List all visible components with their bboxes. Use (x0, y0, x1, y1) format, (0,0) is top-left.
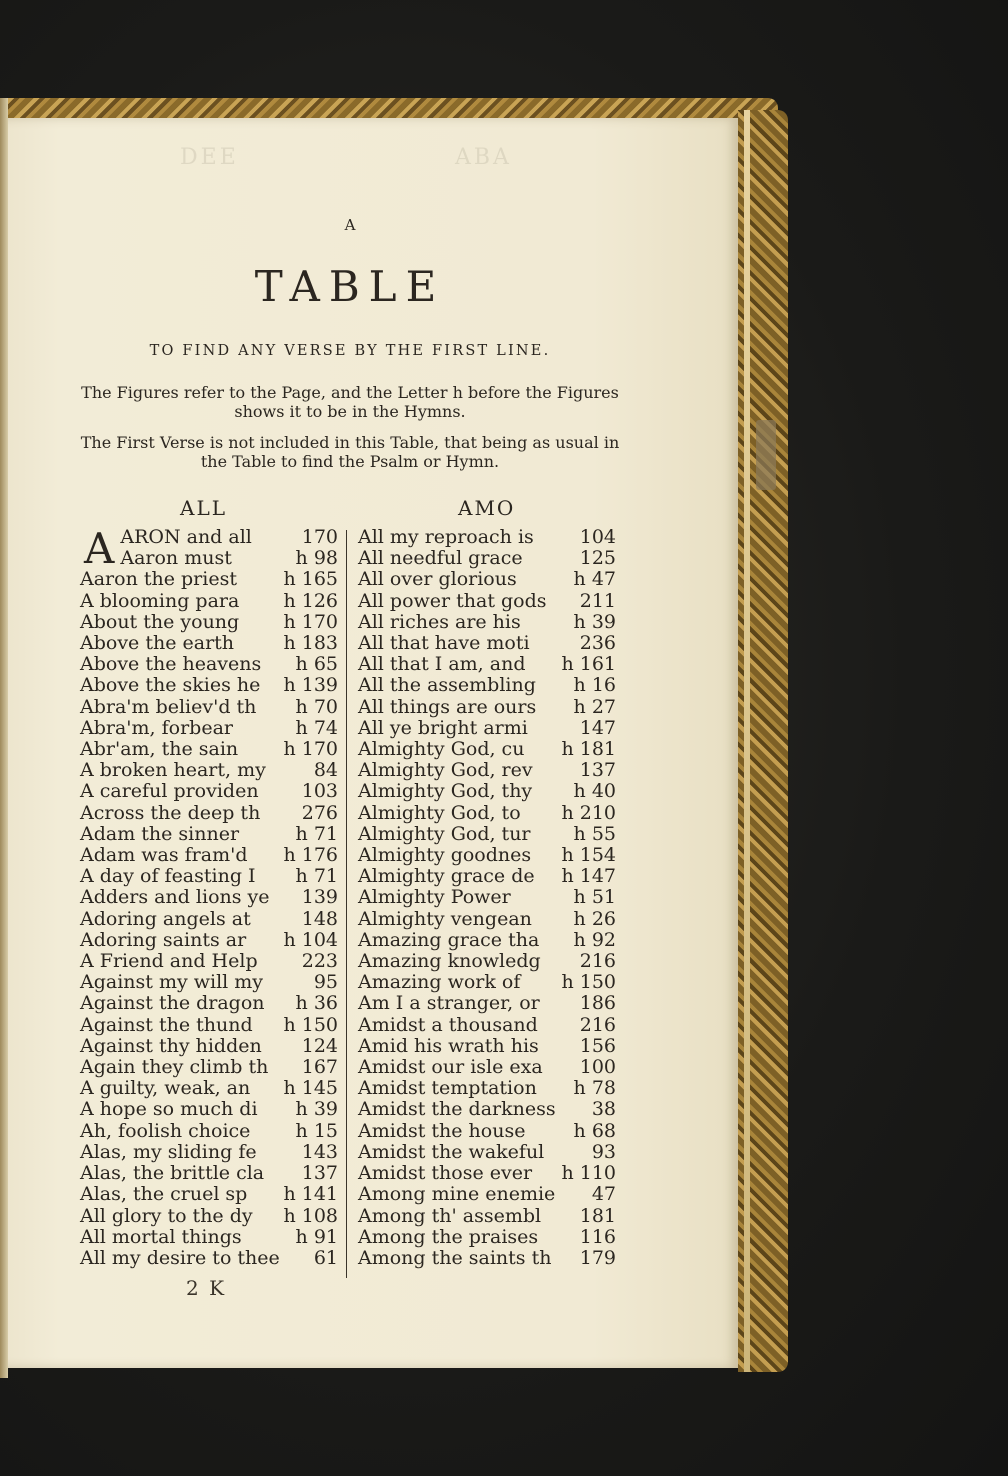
first-line-text: All my reproach is (358, 526, 534, 548)
first-line-text: Almighty goodnes (358, 844, 532, 867)
list-item (358, 951, 616, 972)
list-item (358, 781, 616, 802)
first-line-text: Amidst our isle exa (358, 1056, 543, 1079)
list-item (358, 1036, 616, 1057)
list-item (80, 1121, 338, 1142)
list-item (120, 527, 338, 548)
page-reference: h 154 (561, 844, 616, 867)
page-reference: h 16 (573, 674, 616, 697)
list-item (80, 824, 338, 845)
list-item (358, 1227, 616, 1248)
first-line-text: Almighty God, to (358, 801, 521, 824)
page-reference: h 39 (295, 1098, 338, 1121)
page-reference: h 26 (573, 907, 616, 930)
list-item (80, 887, 338, 908)
page-reference: h 27 (573, 695, 616, 718)
list-item (358, 760, 616, 781)
left-index-column (80, 527, 338, 1269)
page-reference: h 183 (283, 632, 338, 655)
first-line-text: Alas, the brittle cla (80, 1162, 265, 1185)
page-reference: h 47 (573, 568, 616, 591)
list-item (80, 654, 338, 675)
bleed-through-header-right: ABA (455, 145, 512, 170)
page-reference: h 108 (283, 1204, 338, 1227)
list-item (80, 1163, 338, 1184)
page-reference: h 161 (561, 653, 616, 676)
page-reference: h 74 (295, 716, 338, 739)
first-line-text: Across the deep th (80, 801, 261, 824)
list-item (80, 993, 338, 1014)
list-item (80, 739, 338, 760)
page-reference: h 39 (573, 610, 616, 633)
first-line-text: Abr'am, the sain (80, 738, 239, 761)
list-item (80, 1099, 338, 1120)
list-item (80, 718, 338, 739)
first-line-text: Alas, my sliding fe (80, 1140, 257, 1163)
first-line-text: Almighty God, rev (358, 759, 533, 782)
page-reference: h 98 (295, 547, 338, 570)
page-reference: 124 (301, 1034, 338, 1057)
first-line-text: All mortal things (80, 1225, 242, 1248)
list-item (358, 866, 616, 887)
page-reference: 125 (579, 547, 616, 570)
first-line-text: Again they climb th (80, 1056, 269, 1079)
page-reference: 236 (579, 632, 616, 655)
list-item (358, 824, 616, 845)
page-reference: 148 (301, 907, 338, 930)
page-reference: 137 (579, 759, 616, 782)
first-line-text: Almighty God, cu (358, 738, 525, 761)
right-index-column (358, 527, 616, 1269)
page-reference: h 71 (295, 865, 338, 888)
first-line-text: Amidst a thousand (358, 1013, 538, 1036)
list-item (358, 591, 616, 612)
list-item (80, 951, 338, 972)
page-reference: h 110 (561, 1162, 616, 1185)
first-line-text: Amidst temptation (358, 1077, 537, 1100)
first-line-text: Alas, the cruel sp (80, 1183, 248, 1206)
page-reference: 143 (301, 1140, 338, 1163)
first-line-text: Among th' assembl (358, 1204, 542, 1227)
page-reference: h 70 (295, 695, 338, 718)
page-reference: 47 (591, 1183, 616, 1206)
list-item (80, 1227, 338, 1248)
first-line-text: All ye bright armi (358, 716, 528, 739)
list-item (358, 1248, 616, 1269)
list-item (358, 612, 616, 633)
first-line-text: Adoring saints ar (80, 928, 247, 951)
first-line-text: Almighty grace de (358, 865, 535, 888)
first-line-text: A broken heart, my (80, 759, 266, 782)
first-line-text: Against my will my (80, 971, 264, 994)
first-line-text: All things are ours (358, 695, 537, 718)
list-item (80, 697, 338, 718)
first-line-text: Against thy hidden (80, 1034, 262, 1057)
list-item (358, 1184, 616, 1205)
list-item (358, 972, 616, 993)
list-item (80, 1036, 338, 1057)
page-reference: 170 (301, 527, 338, 548)
list-item (358, 1206, 616, 1227)
first-line-text: Amazing work of (358, 971, 521, 994)
list-item (80, 569, 338, 590)
page-reference: h 176 (283, 844, 338, 867)
first-line-text: All that have moti (358, 632, 530, 655)
page-reference: h 150 (561, 971, 616, 994)
first-line-text: All needful grace (358, 547, 523, 570)
first-line-text: A day of feasting I (80, 865, 256, 888)
page-reference: 137 (301, 1162, 338, 1185)
list-item (80, 909, 338, 930)
list-item (80, 1057, 338, 1078)
list-item (80, 972, 338, 993)
right-column-heading: AMO (458, 496, 516, 520)
page-reference: 93 (591, 1140, 616, 1163)
first-line-text: Among the saints th (358, 1246, 552, 1269)
first-line-text: Against the thund (80, 1013, 253, 1036)
list-item (358, 993, 616, 1014)
first-line-text: Almighty God, tur (358, 822, 531, 845)
first-line-text: Amidst the wakeful (358, 1140, 545, 1163)
list-item (358, 909, 616, 930)
first-line-text: Amidst the house (358, 1119, 526, 1142)
page-reference: h 126 (283, 589, 338, 612)
page-reference: h 40 (573, 780, 616, 803)
gilt-fore-edge (738, 110, 788, 1372)
page-reference: 103 (301, 780, 338, 803)
list-item (358, 1163, 616, 1184)
first-line-text: All power that gods (358, 589, 547, 612)
page-reference: 181 (579, 1204, 616, 1227)
list-item (358, 1121, 616, 1142)
page-reference: h 36 (295, 992, 338, 1015)
page-subtitle: TO FIND ANY VERSE BY THE FIRST LINE. (149, 343, 551, 359)
first-line-text: A Friend and Help (80, 950, 258, 973)
list-item (358, 1099, 616, 1120)
first-line-text: Aaron the priest (80, 568, 237, 591)
first-line-text: All the assembling (358, 674, 536, 697)
page-reference: 216 (579, 950, 616, 973)
ribbon-tab (756, 420, 776, 490)
first-line-text: Am I a stranger, or (358, 992, 540, 1015)
page-reference: 84 (313, 759, 338, 782)
list-item (80, 781, 338, 802)
page-reference: h 170 (283, 610, 338, 633)
signature-mark: 2 K (186, 1276, 227, 1300)
page-reference: 147 (579, 716, 616, 739)
page-reference: 61 (313, 1246, 338, 1269)
page-reference: h 147 (561, 865, 616, 888)
page-reference: 139 (301, 886, 338, 909)
page-reference: h 91 (295, 1225, 338, 1248)
page-title: TABLE (254, 262, 446, 311)
page-reference: 116 (579, 1225, 616, 1248)
first-line-text: Adoring angels at (80, 907, 251, 930)
first-line-text: A hope so much di (80, 1098, 258, 1121)
list-item (358, 527, 616, 548)
first-line-text: Above the heavens (80, 653, 262, 676)
list-item (358, 569, 616, 590)
dropcap-letter: A (84, 527, 115, 570)
first-line-text: All over glorious (358, 568, 517, 591)
list-item (358, 633, 616, 654)
list-item (80, 1015, 338, 1036)
page-reference: 104 (579, 526, 616, 548)
first-line-text: A blooming para (80, 589, 240, 612)
list-item (358, 930, 616, 951)
page-reference: 216 (579, 1013, 616, 1036)
page-reference: h 165 (283, 568, 338, 591)
first-line-text: All my desire to thee (80, 1246, 280, 1269)
list-item (80, 760, 338, 781)
page-reference: 211 (579, 589, 616, 612)
list-item (80, 845, 338, 866)
list-item (358, 845, 616, 866)
first-line-text: Above the earth (80, 632, 235, 655)
first-line-text: Against the dragon (80, 992, 265, 1015)
first-line-text: Adders and lions ye (80, 886, 270, 909)
page-reference: h 139 (283, 674, 338, 697)
page-reference: 179 (579, 1246, 616, 1269)
first-line-text: Ah, foolish choice (80, 1119, 251, 1142)
first-line-text: Amazing knowledg (358, 950, 541, 973)
page-reference: 95 (313, 971, 338, 994)
first-line-text: A guilty, weak, an (80, 1077, 251, 1100)
list-item (358, 803, 616, 824)
first-line-text: ARON and all (120, 527, 252, 548)
first-line-text: Amid his wrath his (358, 1034, 539, 1057)
list-item (80, 612, 338, 633)
page-reference: h 78 (573, 1077, 616, 1100)
page-reference: 167 (301, 1056, 338, 1079)
list-item (358, 1142, 616, 1163)
page-reference: 186 (579, 992, 616, 1015)
page-reference: h 181 (561, 738, 616, 761)
list-item (358, 1057, 616, 1078)
list-item (80, 1184, 338, 1205)
page-reference: h 104 (283, 928, 338, 951)
bleed-through-header-left: DEE (180, 145, 239, 170)
page-reference: 100 (579, 1056, 616, 1079)
first-line-text: Abra'm believ'd th (80, 695, 257, 718)
explanatory-note-2: The First Verse is not included in this Table, that being as usual in the Table to find the Psalm or Hymn. (80, 433, 620, 471)
page-reference: h 68 (573, 1119, 616, 1142)
first-line-text: Amazing grace tha (358, 928, 540, 951)
first-line-text: Almighty vengean (358, 907, 532, 930)
list-item (80, 930, 338, 951)
list-item (80, 1142, 338, 1163)
first-line-text: About the young (80, 610, 240, 633)
list-item (80, 866, 338, 887)
dropcap-entry (80, 527, 338, 569)
title-article: A (344, 216, 356, 234)
list-item (80, 1248, 338, 1269)
first-line-text: All that I am, and (358, 653, 526, 676)
page-reference: h 210 (561, 801, 616, 824)
list-item (80, 675, 338, 696)
page-reference: h 170 (283, 738, 338, 761)
first-line-text: Almighty God, thy (358, 780, 533, 803)
first-line-text: Almighty Power (358, 886, 511, 909)
first-line-text: All glory to the dy (80, 1204, 253, 1227)
page-reference: h 51 (573, 886, 616, 909)
first-line-text: A careful providen (80, 780, 259, 803)
first-line-text: Aaron must (120, 547, 232, 570)
page-reference: 156 (579, 1034, 616, 1057)
list-item (358, 1015, 616, 1036)
list-item (358, 887, 616, 908)
list-item (358, 739, 616, 760)
page-reference: 223 (301, 950, 338, 973)
list-item (120, 548, 338, 569)
first-line-text: Amidst the darkness (358, 1098, 556, 1121)
page-reference: h 145 (283, 1077, 338, 1100)
list-item (80, 633, 338, 654)
page-reference: h 71 (295, 822, 338, 845)
column-divider (346, 530, 347, 1278)
list-item (80, 803, 338, 824)
page-reference: h 15 (295, 1119, 338, 1142)
page-reference: h 92 (573, 928, 616, 951)
list-item (358, 654, 616, 675)
first-line-text: All riches are his (358, 610, 521, 633)
list-item (358, 675, 616, 696)
list-item (358, 697, 616, 718)
page-reference: h 65 (295, 653, 338, 676)
list-item (358, 718, 616, 739)
page-reference: 38 (591, 1098, 616, 1121)
list-item (358, 1078, 616, 1099)
list-item (80, 1078, 338, 1099)
first-line-text: Among the praises (358, 1225, 539, 1248)
first-line-text: Among mine enemie (358, 1183, 556, 1206)
first-line-text: Abra'm, forbear (80, 716, 233, 739)
page-reference: h 150 (283, 1013, 338, 1036)
explanatory-note-1: The Figures refer to the Page, and the Letter h before the Figures shows it to be in the Hymns. (81, 383, 619, 421)
first-line-text: Adam was fram'd (80, 844, 248, 867)
first-line-text: Amidst those ever (358, 1162, 533, 1185)
page-reference: 276 (301, 801, 338, 824)
left-column-heading: ALL (180, 496, 228, 520)
page-reference: h 55 (573, 822, 616, 845)
page-reference: h 141 (283, 1183, 338, 1206)
list-item (80, 591, 338, 612)
first-line-text: Above the skies he (80, 674, 261, 697)
list-item (358, 548, 616, 569)
list-item (80, 1206, 338, 1227)
first-line-text: Adam the sinner (80, 822, 240, 845)
